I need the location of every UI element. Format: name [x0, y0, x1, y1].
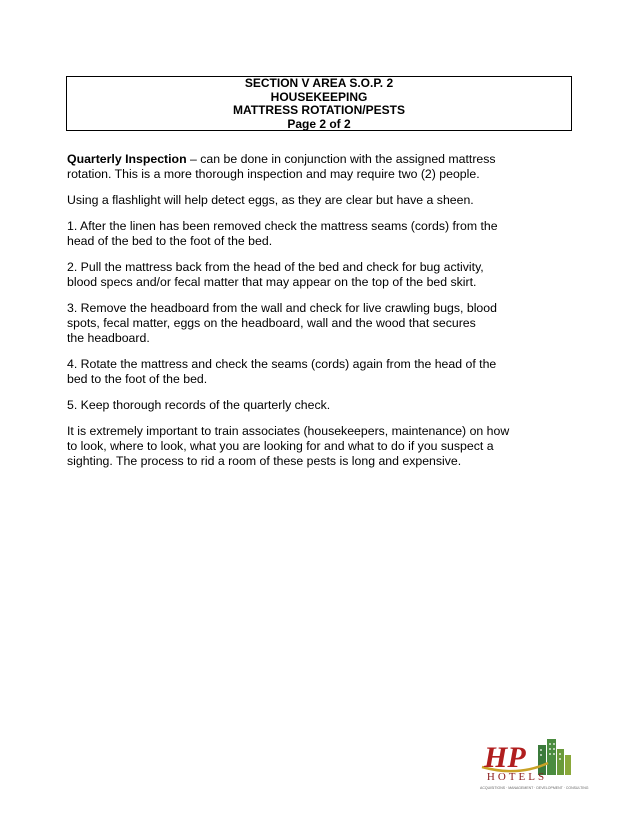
step-4-paragraph: [67, 357, 527, 387]
step-3-line-1: 3. Remove the headboard from the wall and check for live crawling bugs, blood: [67, 301, 497, 315]
step-5-paragraph: [67, 398, 527, 413]
hp-hotels-logo: [478, 737, 589, 797]
intro-paragraph: [67, 152, 527, 182]
step-3-paragraph: [67, 301, 527, 346]
document-body: [67, 152, 527, 480]
closing-line-3: sighting. The process to rid a room of these pests is long and expensive.: [67, 454, 462, 468]
step-1-paragraph: [67, 219, 527, 249]
intro-text: – can be done in conjunction with the assigned mattress: [186, 152, 496, 166]
page-number: Page 2 of 2: [287, 116, 351, 131]
flashlight-line: Using a flashlight will help detect eggs, as they are clear but have a sheen.: [67, 193, 474, 207]
step-5-line: 5. Keep thorough records of the quarterly check.: [67, 398, 331, 412]
logo-wordmark: HOTELS: [486, 771, 548, 783]
intro-line-2: rotation. This is a more thorough inspection and may require two (2) people.: [67, 167, 480, 181]
step-3-line-3: the headboard.: [67, 331, 150, 345]
department-title: HOUSEKEEPING: [270, 89, 368, 104]
closing-line-1: It is extremely important to train associates (housekeepers, maintenance) on how: [67, 424, 510, 438]
section-title: SECTION V AREA S.O.P. 2: [244, 76, 394, 90]
intro-heading: Quarterly Inspection: [67, 152, 187, 166]
flashlight-paragraph: [67, 193, 527, 208]
step-4-line-2: bed to the foot of the bed.: [67, 372, 208, 386]
step-1-line-2: head of the bed to the foot of the bed.: [67, 234, 273, 248]
section-header-box: [66, 76, 572, 131]
logo-mark-text: HP: [484, 741, 526, 774]
logo-tagline: ACQUISITIONS · MANAGEMENT · DEVELOPMENT · CONSULTING: [480, 786, 589, 790]
step-1-line-1: 1. After the linen has been removed check the mattress seams (cords) from the: [67, 219, 498, 233]
step-2-line-2: blood specs and/or fecal matter that may appear on the top of the bed skirt.: [67, 275, 477, 289]
intro-line-1: [67, 152, 527, 167]
procedure-title: MATTRESS ROTATION/PESTS: [232, 103, 405, 117]
closing-line-2: to look, where to look, what you are looking for and what to do if you suspect a: [67, 439, 494, 453]
step-2-paragraph: [67, 260, 527, 290]
step-4-line-1: 4. Rotate the mattress and check the seams (cords) again from the head of the: [67, 357, 497, 371]
closing-paragraph: [67, 424, 527, 469]
step-2-line-1: 2. Pull the mattress back from the head of the bed and check for bug activity,: [67, 260, 484, 274]
step-3-line-2: spots, fecal matter, eggs on the headboard, wall and the wood that secures: [67, 316, 476, 330]
